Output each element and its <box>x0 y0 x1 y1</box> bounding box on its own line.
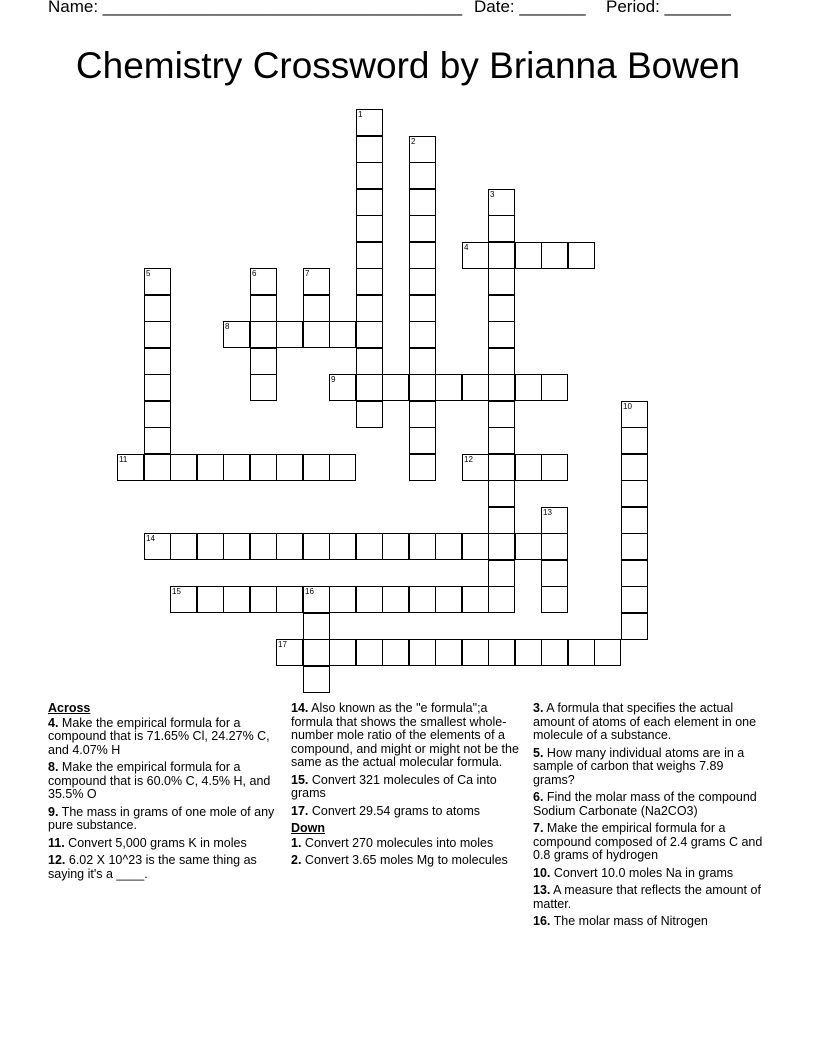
crossword-cell[interactable] <box>541 533 568 560</box>
crossword-cell[interactable] <box>197 454 224 481</box>
crossword-cell[interactable] <box>223 586 250 613</box>
crossword-cell[interactable] <box>594 639 621 666</box>
crossword-cell[interactable] <box>356 295 383 322</box>
crossword-cell[interactable] <box>382 586 409 613</box>
clue-item <box>48 806 280 833</box>
clue-item <box>533 702 765 743</box>
crossword-cell[interactable] <box>462 454 489 481</box>
clues-column-1 <box>48 702 280 885</box>
crossword-cell[interactable] <box>356 348 383 375</box>
clue-text: Convert 10.0 moles Na in grams <box>550 865 734 880</box>
crossword-cell[interactable] <box>488 560 515 587</box>
clue-text: How many individual atoms are in a sample of carbon that weighs 7.89 grams? <box>533 745 745 787</box>
crossword-cell[interactable] <box>223 321 250 348</box>
crossword-cell[interactable] <box>541 586 568 613</box>
crossword-cell[interactable] <box>621 560 648 587</box>
crossword-cell[interactable] <box>356 321 383 348</box>
down-clue-list-continued <box>533 702 765 929</box>
clue-number: 16. <box>533 914 551 928</box>
clue-item <box>533 747 765 788</box>
clue-number: 9. <box>48 804 59 819</box>
clue-number: 3. <box>533 701 544 715</box>
crossword-cell[interactable] <box>462 242 489 269</box>
crossword-cell[interactable] <box>356 268 383 295</box>
clue-item <box>48 761 280 802</box>
crossword-cell[interactable] <box>409 295 436 322</box>
clue-item <box>291 854 523 868</box>
crossword-cell[interactable] <box>435 533 462 560</box>
period-field[interactable]: Period: _______ <box>606 0 731 16</box>
clue-text: Convert 3.65 moles Mg to molecules <box>301 853 508 867</box>
crossword-cell[interactable] <box>621 454 648 481</box>
clue-number: 11. <box>48 835 65 850</box>
crossword-cell[interactable] <box>488 348 515 375</box>
crossword-cell[interactable] <box>409 454 436 481</box>
crossword-cell[interactable] <box>223 533 250 560</box>
page-title: Chemistry Crossword by Brianna Bowen <box>75 45 741 86</box>
across-clue-list-continued <box>291 702 523 818</box>
crossword-cell[interactable] <box>276 639 303 666</box>
crossword-cell[interactable] <box>488 586 515 613</box>
crossword-cell[interactable] <box>250 454 277 481</box>
clue-text: Convert 270 molecules into moles <box>301 835 494 850</box>
crossword-cell[interactable] <box>223 454 250 481</box>
crossword-cell[interactable] <box>462 586 489 613</box>
crossword-cell[interactable] <box>250 321 277 348</box>
cell-number: 6 <box>252 269 257 278</box>
crossword-cell[interactable] <box>515 374 542 401</box>
crossword-cell[interactable] <box>144 374 171 401</box>
crossword-cell[interactable] <box>303 295 330 322</box>
clue-item <box>533 915 765 929</box>
clues-column-2 <box>291 702 523 872</box>
clues-column-3 <box>533 702 765 933</box>
crossword-cell[interactable] <box>488 639 515 666</box>
crossword-cell[interactable] <box>356 215 383 242</box>
clue-number: 13. <box>533 883 551 897</box>
crossword-cell[interactable] <box>276 586 303 613</box>
crossword-cell[interactable] <box>409 242 436 269</box>
cell-number: 11 <box>119 455 128 464</box>
clue-number: 14. <box>291 701 309 715</box>
crossword-cell[interactable] <box>409 268 436 295</box>
clue-number: 8. <box>48 760 59 774</box>
clue-text: Also known as the "e formula";a formula that shows the smallest whole-number mole ratio of the elements of a compound, and might or might not be the same as the actual molecular formula. <box>291 701 519 769</box>
down-clue-list <box>291 837 523 868</box>
crossword-cell[interactable] <box>409 427 436 454</box>
crossword-cell[interactable] <box>515 454 542 481</box>
clue-number: 6. <box>533 790 544 804</box>
crossword-cell[interactable] <box>356 162 383 189</box>
crossword-cell[interactable] <box>250 374 277 401</box>
cell-number: 13 <box>543 508 552 517</box>
crossword-cell[interactable] <box>621 480 648 507</box>
crossword-cell[interactable] <box>144 295 171 322</box>
crossword-cell[interactable] <box>303 639 330 666</box>
cell-number: 7 <box>305 269 310 278</box>
clue-item <box>533 884 765 911</box>
crossword-cell[interactable] <box>488 321 515 348</box>
crossword-cell[interactable] <box>541 560 568 587</box>
clue-number: 7. <box>533 821 544 835</box>
cell-number: 10 <box>623 402 632 411</box>
cell-number: 1 <box>358 110 363 119</box>
crossword-cell[interactable] <box>303 454 330 481</box>
crossword-cell[interactable] <box>144 401 171 428</box>
crossword-cell[interactable] <box>250 295 277 322</box>
crossword-cell[interactable] <box>170 586 197 613</box>
clue-text: A formula that specifies the actual amount of atoms of each element in one molecule of a substance. <box>533 701 757 742</box>
crossword-cell[interactable] <box>462 639 489 666</box>
crossword-cell[interactable] <box>356 586 383 613</box>
clue-item <box>291 805 523 819</box>
cell-number: 3 <box>490 190 495 199</box>
crossword-cell[interactable] <box>409 136 436 163</box>
crossword-cell[interactable] <box>250 533 277 560</box>
cell-number: 17 <box>278 640 287 649</box>
crossword-cell[interactable] <box>144 454 171 481</box>
crossword-cell[interactable] <box>541 454 568 481</box>
crossword-cell[interactable] <box>515 533 542 560</box>
crossword-cell[interactable] <box>462 533 489 560</box>
crossword-cell[interactable] <box>329 454 356 481</box>
cell-number: 16 <box>305 587 314 596</box>
clue-text: Convert 321 molecules of Ca into grams <box>291 772 497 800</box>
crossword-cell[interactable] <box>303 321 330 348</box>
crossword-cell[interactable] <box>435 374 462 401</box>
crossword-cell[interactable] <box>382 374 409 401</box>
crossword-cell[interactable] <box>144 533 171 560</box>
crossword-cell[interactable] <box>488 242 515 269</box>
clue-text: 6.02 X 10^23 is the same thing as saying it's a ____. <box>48 853 257 881</box>
crossword-cell[interactable] <box>250 586 277 613</box>
crossword-cell[interactable] <box>329 639 356 666</box>
crossword-cell[interactable] <box>356 401 383 428</box>
clue-item <box>533 867 765 881</box>
clue-item <box>48 837 280 851</box>
clue-item <box>291 774 523 801</box>
crossword-cell[interactable] <box>409 374 436 401</box>
crossword-cell[interactable] <box>197 533 224 560</box>
across-clue-list <box>48 717 280 882</box>
crossword-cell[interactable] <box>144 427 171 454</box>
crossword-cell[interactable] <box>488 268 515 295</box>
crossword-cell[interactable] <box>621 533 648 560</box>
crossword-cell[interactable] <box>488 401 515 428</box>
cell-number: 15 <box>172 587 181 596</box>
clue-number: 2. <box>291 853 302 867</box>
crossword-cell[interactable] <box>197 586 224 613</box>
crossword-cell[interactable] <box>117 454 144 481</box>
crossword-cell[interactable] <box>409 401 436 428</box>
crossword-cell[interactable] <box>409 321 436 348</box>
across-heading: Across <box>48 701 91 715</box>
clue-text: The mass in grams of one mole of any pure substance. <box>48 804 275 832</box>
clue-text: Find the molar mass of the compound Sodium Carbonate (Na2CO3) <box>533 790 757 818</box>
clue-text: Make the empirical formula for a compound composed of 2.4 grams C and 0.8 grams of hydrogen <box>533 821 763 862</box>
crossword-cell[interactable] <box>356 533 383 560</box>
crossword-cell[interactable] <box>409 586 436 613</box>
crossword-cell[interactable] <box>329 586 356 613</box>
crossword-cell[interactable] <box>462 374 489 401</box>
crossword-cell[interactable] <box>541 507 568 534</box>
crossword-cell[interactable] <box>356 189 383 216</box>
crossword-cell[interactable] <box>144 321 171 348</box>
clue-item <box>48 717 280 758</box>
crossword-cell[interactable] <box>435 639 462 666</box>
clue-text: A measure that reflects the amount of matter. <box>533 883 761 911</box>
crossword-cell[interactable] <box>568 242 595 269</box>
crossword-cell[interactable] <box>276 321 303 348</box>
crossword-cell[interactable] <box>435 586 462 613</box>
cell-number: 12 <box>464 455 473 464</box>
crossword-cell[interactable] <box>356 109 383 136</box>
clue-text: Convert 29.54 grams to atoms <box>308 803 480 818</box>
clue-text: The molar mass of Nitrogen <box>550 914 708 928</box>
crossword-cell[interactable] <box>621 427 648 454</box>
crossword-cell[interactable] <box>409 215 436 242</box>
crossword-cell[interactable] <box>488 374 515 401</box>
clue-item <box>533 791 765 818</box>
clue-text: Make the empirical formula for a compound that is 60.0% C, 4.5% H, and 35.5% O <box>48 760 271 801</box>
crossword-cell[interactable] <box>409 162 436 189</box>
crossword-cell[interactable] <box>356 242 383 269</box>
crossword-cell[interactable] <box>621 586 648 613</box>
crossword-cell[interactable] <box>276 533 303 560</box>
cell-number: 5 <box>146 269 151 278</box>
crossword-cell[interactable] <box>409 189 436 216</box>
clue-item <box>291 702 523 770</box>
clue-number: 4. <box>48 715 59 730</box>
crossword-cell[interactable] <box>488 215 515 242</box>
crossword-cell[interactable] <box>144 268 171 295</box>
crossword-cell[interactable] <box>621 507 648 534</box>
crossword-cell[interactable] <box>276 454 303 481</box>
clue-text: Make the empirical formula for a compound that is 71.65% Cl, 24.27% C, and 4.07% H <box>48 715 270 757</box>
clue-number: 12. <box>48 853 66 867</box>
down-heading: Down <box>291 821 326 835</box>
crossword-cell[interactable] <box>170 454 197 481</box>
cell-number: 9 <box>331 375 336 384</box>
clue-item <box>291 837 523 851</box>
crossword-cell[interactable] <box>303 613 330 640</box>
crossword-cell[interactable] <box>250 348 277 375</box>
date-field[interactable]: Date: _______ <box>474 0 586 16</box>
crossword-cell[interactable] <box>488 507 515 534</box>
clue-item <box>533 822 765 863</box>
cell-number: 2 <box>411 137 416 146</box>
crossword-cell[interactable] <box>303 533 330 560</box>
crossword-cell[interactable] <box>144 348 171 375</box>
crossword-cell[interactable] <box>515 242 542 269</box>
cell-number: 8 <box>225 322 230 331</box>
crossword-cell[interactable] <box>409 639 436 666</box>
crossword-cell[interactable] <box>250 268 277 295</box>
crossword-cell[interactable] <box>329 533 356 560</box>
clue-text: Convert 5,000 grams K in moles <box>64 835 247 850</box>
crossword-cell[interactable] <box>356 374 383 401</box>
clue-number: 17. <box>291 803 309 818</box>
crossword-cell[interactable] <box>329 321 356 348</box>
cell-number: 14 <box>146 534 155 543</box>
crossword-cell[interactable] <box>170 533 197 560</box>
clue-number: 1. <box>291 835 302 850</box>
crossword-cell[interactable] <box>329 374 356 401</box>
clue-item <box>48 854 280 881</box>
crossword-cell[interactable] <box>488 189 515 216</box>
crossword-cell[interactable] <box>621 613 648 640</box>
crossword-cell[interactable] <box>382 639 409 666</box>
crossword-cell[interactable] <box>356 639 383 666</box>
crossword-cell[interactable] <box>488 295 515 322</box>
clue-number: 15. <box>291 772 309 787</box>
crossword-cell[interactable] <box>303 666 330 693</box>
crossword-cell[interactable] <box>409 348 436 375</box>
crossword-cell[interactable] <box>515 639 542 666</box>
name-field[interactable]: Name: ______________________________________ <box>48 0 463 16</box>
crossword-cell[interactable] <box>541 242 568 269</box>
crossword-cell[interactable] <box>409 533 436 560</box>
crossword-cell[interactable] <box>488 533 515 560</box>
clue-number: 10. <box>533 865 551 880</box>
clue-number: 5. <box>533 745 544 760</box>
crossword-cell[interactable] <box>303 268 330 295</box>
crossword-cell[interactable] <box>541 639 568 666</box>
crossword-cell[interactable] <box>541 374 568 401</box>
crossword-cell[interactable] <box>303 586 330 613</box>
crossword-cell[interactable] <box>621 401 648 428</box>
crossword-cell[interactable] <box>356 136 383 163</box>
crossword-cell[interactable] <box>488 454 515 481</box>
crossword-cell[interactable] <box>488 480 515 507</box>
cell-number: 4 <box>464 243 469 252</box>
crossword-cell[interactable] <box>488 427 515 454</box>
crossword-cell[interactable] <box>568 639 595 666</box>
crossword-cell[interactable] <box>382 533 409 560</box>
